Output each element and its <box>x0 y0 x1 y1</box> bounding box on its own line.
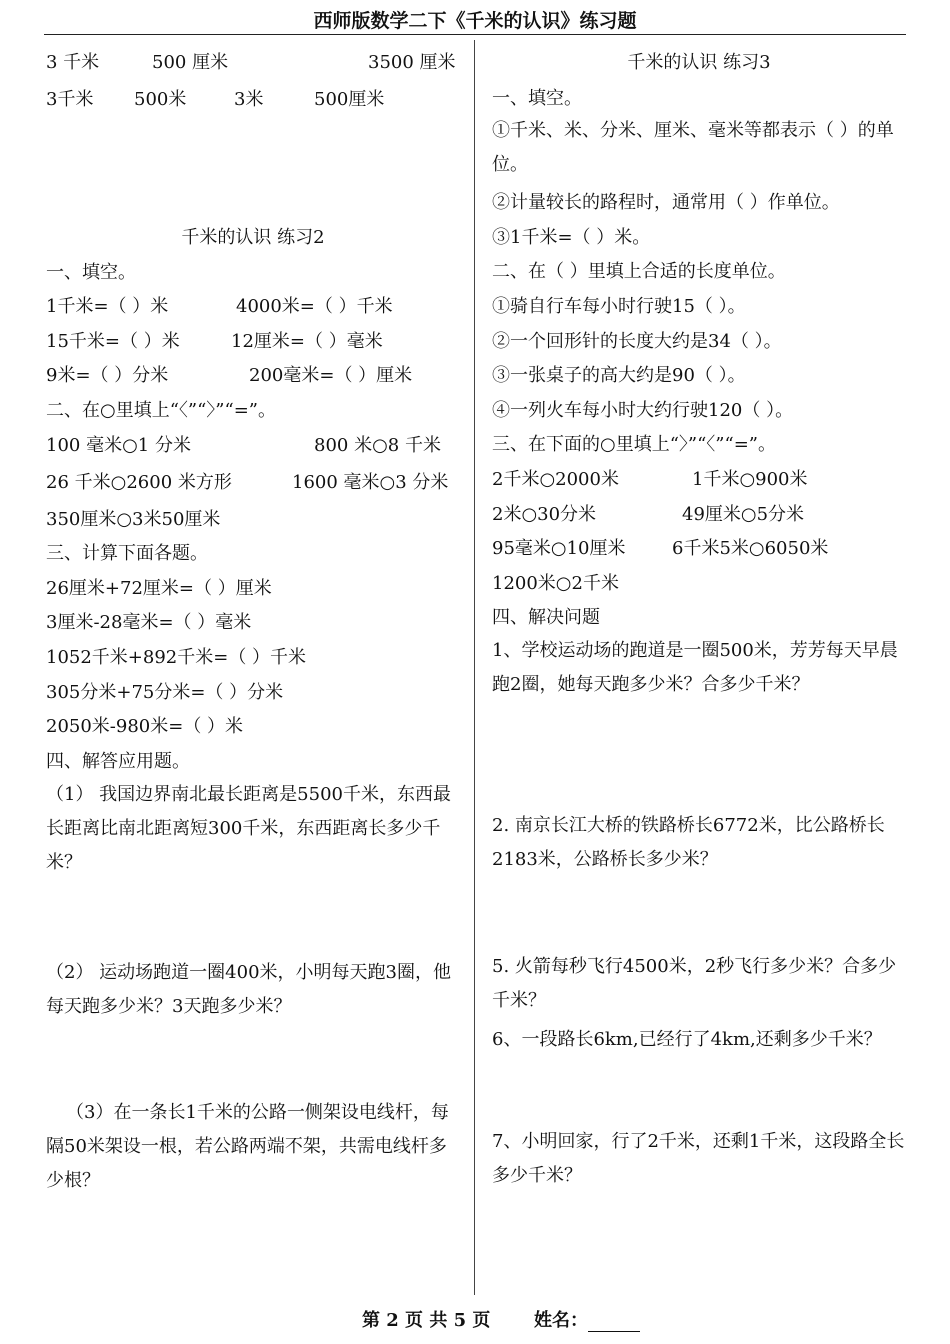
word-problem: 6、一段路长6km,已经行了4km,还剩多少千米？ <box>492 1029 882 1050</box>
fill-item: 1千米=（ ）米 <box>46 296 169 317</box>
name-field <box>534 1306 640 1332</box>
compare-item: 1200米○2千米 <box>492 573 619 594</box>
word-problem: 2. 南京长江大桥的铁路桥长6772米，比公路桥长2183米，公路桥长多少米？ <box>492 815 885 870</box>
compare-item: 2千米○2000米 <box>492 469 619 490</box>
unit-item: ①骑自行车每小时行驶15（ ）。 <box>492 296 746 317</box>
page-header: 西师版数学二下《千米的认识》练习题 <box>44 8 906 35</box>
fill-item: 15千米=（ ）米 <box>46 331 180 352</box>
compare-item: 49厘米○5分米 <box>682 504 805 525</box>
unit-item: ④一列火车每小时大约行驶120（ ）。 <box>492 400 794 421</box>
fill-item: 12厘米=（ ）毫米 <box>231 331 383 352</box>
compare-item: 2米○30分米 <box>492 504 597 525</box>
word-problem: （1） 我国边界南北最长距离是5500千米，东西最长距离比南北距离短300千米，东西距离长多少千米？ <box>46 784 451 873</box>
calc-item: 26厘米+72厘米=（ ）厘米 <box>46 578 272 599</box>
compare-item: 800 米○8 千米 <box>314 435 441 456</box>
exercise-title: 千米的认识 练习2 <box>181 227 325 248</box>
name-blank <box>588 1311 640 1332</box>
word-problem: 5. 火箭每秒飞行4500米，2秒飞行多少米？合多少千米？ <box>492 956 897 1011</box>
calc-item: 305分米+75分米=（ ）分米 <box>46 682 284 703</box>
fill-item: ②计量较长的路程时，通常用（ ）作单位。 <box>492 192 840 213</box>
compare-item: 95毫米○10厘米 <box>492 538 626 559</box>
answer-text: 500厘米 <box>314 89 385 110</box>
compare-item: 350厘米○3米50厘米 <box>46 509 221 530</box>
section-heading: 二、在（ ）里填上合适的长度单位。 <box>492 261 786 282</box>
page-number: 第 2 页 共 5 页 <box>362 1310 491 1331</box>
calc-item: 1052千米+892千米=（ ）千米 <box>46 647 307 668</box>
fill-item: 200毫米=（ ）厘米 <box>249 365 413 386</box>
unit-item: ②一个回形针的长度大约是34（ ）。 <box>492 331 782 352</box>
fill-item: ①千米、米、分米、厘米、毫米等都表示（ ）的单位。 <box>492 120 894 175</box>
section-heading: 二、在○里填上“〈”“〉”“=”。 <box>46 400 277 421</box>
fill-item: 9米=（ ）分米 <box>46 365 169 386</box>
column-divider <box>474 40 475 1295</box>
answer-text: 500 厘米 <box>152 52 229 73</box>
answer-text: 3 千米 <box>46 52 100 73</box>
section-heading: 三、计算下面各题。 <box>46 543 208 564</box>
compare-item: 26 千米○2600 米方形 <box>46 472 232 493</box>
calc-item: 3厘米-28毫米=（ ）毫米 <box>46 612 252 633</box>
section-heading: 三、在下面的○里填上“〉”“〈”“=”。 <box>492 434 776 455</box>
exercise-title: 千米的认识 练习3 <box>627 52 771 73</box>
section-heading: 一、填空。 <box>46 262 136 283</box>
answer-text: 3500 厘米 <box>368 52 456 73</box>
section-heading: 四、解决问题 <box>492 607 600 628</box>
fill-item: ③1千米=（ ）米。 <box>492 227 651 248</box>
name-label: 姓名： <box>534 1310 588 1331</box>
page-footer <box>0 1306 950 1334</box>
unit-item: ③一张桌子的高大约是90（ ）。 <box>492 365 746 386</box>
word-problem: 1、学校运动场的跑道是一圈500米，芳芳每天早晨跑2圈，她每天跑多少米？合多少千米？ <box>492 640 898 695</box>
fill-item: 4000米=（ ）千米 <box>236 296 393 317</box>
answer-text: 3千米 <box>46 89 94 110</box>
word-problem: （3）在一条长1千米的公路一侧架设电线杆，每隔50米架设一根，若公路两端不架，共需电线杆多少根？ <box>46 1102 449 1191</box>
word-problem: （2） 运动场跑道一圈400米，小明每天跑3圈，他每天跑多少米？3天跑多少米？ <box>46 962 451 1017</box>
answer-text: 3米 <box>234 89 264 110</box>
calc-item: 2050米-980米=（ ）米 <box>46 716 244 737</box>
answer-text: 500米 <box>134 89 187 110</box>
compare-item: 6千米5米○6050米 <box>672 538 829 559</box>
word-problem: 7、小明回家，行了2千米，还剩1千米，这段路全长多少千米？ <box>492 1131 905 1186</box>
compare-item: 1600 毫米○3 分米 <box>292 472 449 493</box>
compare-item: 1千米○900米 <box>692 469 808 490</box>
compare-item: 100 毫米○1 分米 <box>46 435 191 456</box>
section-heading: 一、填空。 <box>492 88 582 109</box>
section-heading: 四、解答应用题。 <box>46 751 190 772</box>
